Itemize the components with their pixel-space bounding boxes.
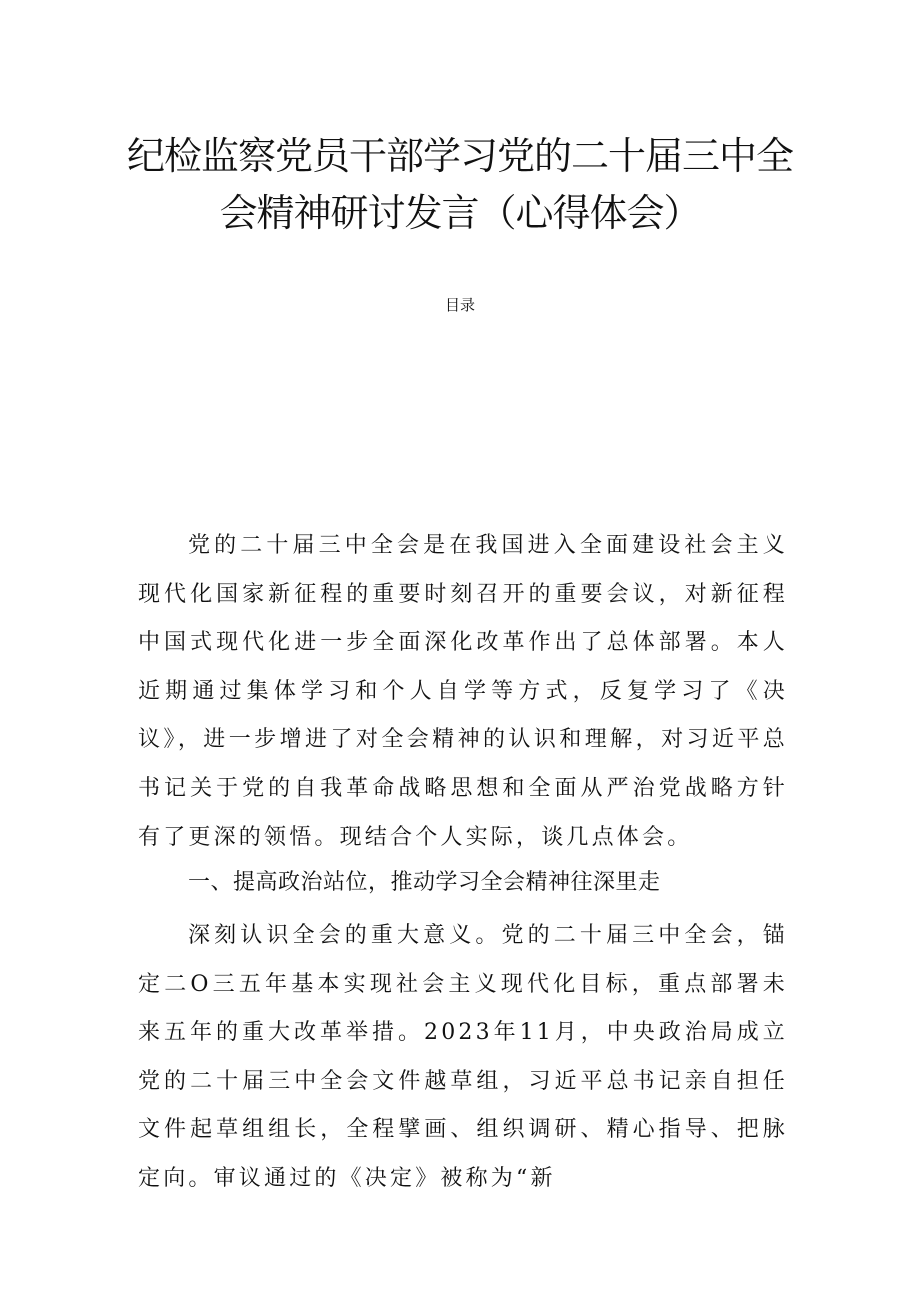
document-title-line-2: 会精神研讨发言（心得体会）	[219, 191, 701, 235]
body-paragraph-2: 深刻认识全会的重大意义。党的二十届三中全会，锚定二O三五年基本实现社会主义现代化目标，重点部署未来五年的重大改革举措。2023年11月，中央政治局成立党的二十届三中全会文件越草组，习近平总书记亲自担任文件起草组组长，全程擘画、组织调研、精心指导、把脉定向。审议通过的《决定》被称为“新	[138, 923, 788, 1191]
section-heading-1: 一、提高政治站位，推动学习全会精神往深里走	[188, 870, 661, 895]
document-title-line-1: 纪检监察党员干部学习党的二十届三中全	[126, 134, 793, 178]
body-paragraph-1: 党的二十届三中全会是在我国进入全面建设社会主义现代化国家新征程的重要时刻召开的重要会议，对新征程中国式现代化进一步全面深化改革作出了总体部署。本人近期通过集体学习和个人自学等方式，反复学习了《决议》，进一步增进了对全会精神的认识和理解，对习近平总书记关于党的自我革命战略思想和全面从严治党战略方针有了更深的领悟。现结合个人实际，谈几点体会。	[138, 533, 788, 850]
table-of-contents-label: 目录	[444, 296, 475, 314]
